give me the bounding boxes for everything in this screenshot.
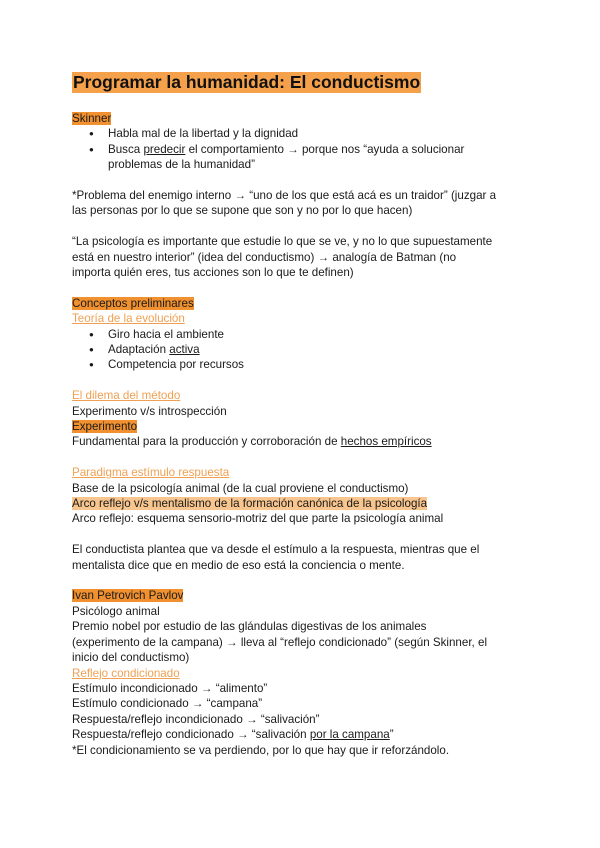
- evolucion-link[interactable]: Teoría de la evolución: [72, 312, 185, 326]
- list-item: [72, 327, 540, 342]
- metodo-link[interactable]: El dilema del método: [72, 389, 181, 403]
- list-item-text: Giro hacia el ambiente: [108, 327, 224, 341]
- skinner-list: [72, 126, 540, 172]
- section-skinner: [72, 111, 540, 173]
- section-enemy: [72, 188, 540, 219]
- underlined-phrase: hechos empíricos: [340, 435, 432, 449]
- list-item: [72, 126, 540, 141]
- section-quote: [72, 234, 540, 280]
- list-item: [72, 357, 540, 372]
- section-paradigma: [72, 465, 540, 527]
- list-item-text: Adaptación: [108, 343, 170, 357]
- paragraph-line: inicio del conductismo): [72, 651, 190, 665]
- list-item-text: Habla mal de la libertad y la dignidad: [108, 127, 299, 141]
- paragraph-line: Experimento v/s introspección: [72, 404, 227, 418]
- list-item: [72, 142, 540, 157]
- paragraph-text: Respuesta/reflejo condicionado → “salivación: [72, 728, 310, 742]
- paragraph-line: Estímulo incondicionado → “alimento”: [72, 681, 268, 695]
- section-conductista: [72, 542, 540, 573]
- list-item-text: el comportamiento → porque nos “ayuda a solucionar: [185, 142, 465, 156]
- arco-highlight: Arco reflejo v/s mentalismo de la formación canónica de la psicología: [72, 497, 428, 511]
- paradigma-link[interactable]: Paradigma estímulo respuesta: [72, 466, 230, 480]
- paragraph-line: *Problema del enemigo interno → “uno de los que está acá es un traidor” (juzgar a: [72, 189, 497, 203]
- paragraph-line: El conductista plantea que va desde el estímulo a la respuesta, mientras que el: [72, 543, 480, 557]
- section-conceptos: [72, 296, 540, 373]
- page-title: Programar la humanidad: El conductismo: [73, 72, 421, 92]
- conceptos-heading: Conceptos preliminares: [72, 296, 194, 310]
- paragraph-line: Psicólogo animal: [72, 604, 160, 618]
- paragraph-line: está en nuestro interior” (idea del conductismo) → analogía de Batman (no: [72, 250, 457, 264]
- paragraph-text: ”: [389, 728, 394, 742]
- section-pavlov: [72, 588, 540, 665]
- pavlov-heading: Ivan Petrovich Pavlov: [72, 589, 184, 603]
- experimento-highlight: Experimento: [72, 420, 138, 434]
- section-metodo: [72, 388, 540, 450]
- list-item-text: problemas de la humanidad”: [108, 158, 255, 172]
- section-reflejo: [72, 666, 540, 758]
- reflejo-link[interactable]: Reflejo condicionado: [72, 666, 180, 680]
- paragraph-line: “La psicología es importante que estudie lo que se ve, y no lo que supuestamente: [72, 235, 493, 249]
- list-item-text: Busca: [108, 142, 144, 156]
- underlined-word: activa: [169, 343, 200, 357]
- paragraph-line: Estímulo condicionado → “campana”: [72, 697, 263, 711]
- list-item: [72, 342, 540, 357]
- paragraph-line: Base de la psicología animal (de la cual proviene el conductismo): [72, 481, 409, 495]
- list-item-continuation: [72, 157, 540, 172]
- skinner-heading: Skinner: [72, 112, 112, 125]
- underlined-phrase: por la campana: [309, 728, 390, 742]
- paragraph-line: Respuesta/reflejo incondicionado → “salivación”: [72, 712, 320, 726]
- paragraph-line: *El condicionamiento se va perdiendo, por lo que hay que ir reforzándolo.: [72, 743, 450, 757]
- underlined-word: predecir: [143, 142, 186, 156]
- paragraph-line: Premio nobel por estudio de las glándulas digestivas de los animales: [72, 620, 427, 634]
- paragraph-line: importa quién eres, tus acciones son lo que te definen): [72, 266, 354, 280]
- paragraph-line: mentalista dice que en medio de eso está la conciencia o mente.: [72, 558, 405, 572]
- paragraph-line: Arco reflejo: esquema sensorio-motriz del que parte la psicología animal: [72, 512, 444, 526]
- paragraph-line: (experimento de la campana) → lleva al “reflejo condicionado” (según Skinner, el: [72, 635, 488, 649]
- conceptos-list: [72, 327, 540, 373]
- paragraph-line: las personas por lo que se supone que son y no por lo que hacen): [72, 204, 413, 218]
- list-item-text: Competencia por recursos: [108, 358, 244, 372]
- paragraph-text: Fundamental para la producción y corroboración de: [72, 435, 341, 449]
